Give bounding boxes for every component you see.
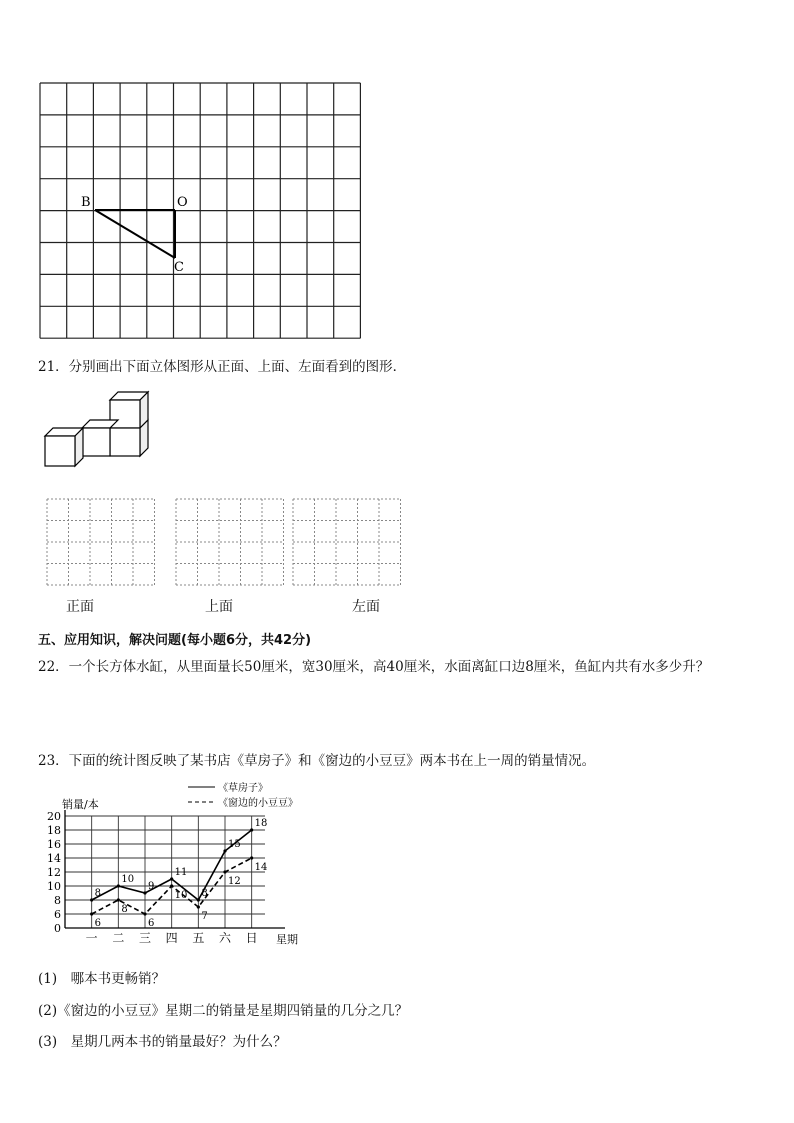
y-tick-label: 16 — [47, 838, 61, 851]
data-point — [223, 849, 226, 852]
data-point — [197, 905, 200, 908]
point-label-b: B — [81, 195, 91, 210]
segment-bc — [95, 210, 175, 258]
y-tick-label: 0 — [54, 922, 61, 935]
x-axis-label: 星期 — [276, 933, 298, 946]
question-23-part-3: (3) 星期几两本书的销量最好？为什么？ — [38, 1034, 287, 1050]
legend-series-1: 《草房子》 — [218, 783, 268, 794]
data-label: 8 — [121, 904, 128, 915]
x-tick-label: 日 — [245, 931, 258, 945]
question-23-part-1: (1) 哪本书更畅销？ — [38, 971, 166, 987]
sales-line-chart — [30, 770, 330, 955]
data-point — [143, 912, 146, 915]
point-label-c: C — [174, 260, 184, 275]
data-point — [170, 877, 173, 880]
data-point — [250, 856, 253, 859]
data-label: 10 — [121, 874, 135, 885]
cube-figure — [40, 388, 160, 473]
y-tick-label: 12 — [47, 866, 61, 879]
data-label: 6 — [148, 918, 155, 929]
x-tick-label: 二 — [112, 931, 125, 945]
left-view-label: 左面 — [352, 599, 380, 615]
x-tick-label: 四 — [165, 931, 178, 945]
y-tick-label: 20 — [47, 810, 61, 823]
y-tick-label: 8 — [54, 894, 61, 907]
data-point — [90, 898, 93, 901]
data-label: 9 — [148, 881, 155, 892]
data-point — [117, 884, 120, 887]
data-point — [117, 898, 120, 901]
data-label: 8 — [94, 888, 102, 899]
data-label: 15 — [228, 839, 241, 850]
data-point — [197, 898, 200, 901]
data-label: 6 — [94, 918, 102, 929]
data-point — [143, 891, 146, 894]
top-view-grid — [176, 499, 284, 585]
data-label: 8 — [201, 888, 208, 899]
top-view-label: 上面 — [205, 599, 233, 615]
data-label: 12 — [228, 876, 241, 887]
data-point — [170, 884, 173, 887]
data-point — [90, 912, 93, 915]
view-grids — [0, 490, 794, 590]
question-22: 22．一个长方体水缸，从里面量长50厘米，宽30厘米，高40厘米，水面离缸口边8厘米，鱼缸内共有水多少升？ — [38, 659, 710, 675]
question-23: 23．下面的统计图反映了某书店《草房子》和《窗边的小豆豆》两本书在上一周的销量情况。 — [38, 753, 596, 769]
front-view-grid — [47, 499, 155, 585]
data-label: 7 — [201, 911, 208, 922]
data-label: 14 — [254, 862, 268, 873]
x-tick-label: 六 — [218, 931, 232, 945]
y-axis-label: 销量/本 — [62, 798, 99, 811]
y-tick-label: 18 — [47, 824, 61, 837]
y-tick-label: 14 — [47, 852, 61, 865]
data-label: 10 — [174, 890, 188, 901]
data-point — [223, 870, 226, 873]
question-23-part-2: (2)《窗边的小豆豆》星期二的销量是星期四销量的几分之几？ — [38, 1003, 409, 1019]
y-tick-label: 6 — [54, 908, 61, 921]
x-tick-label: 一 — [85, 931, 98, 945]
y-tick-label: 10 — [47, 880, 61, 893]
grid-figure — [0, 0, 794, 350]
front-view-label: 正面 — [66, 599, 94, 615]
x-tick-label: 五 — [192, 931, 205, 945]
data-label: 11 — [174, 867, 188, 878]
data-point — [250, 828, 253, 831]
legend-series-2: 《窗边的小豆豆》 — [218, 798, 298, 809]
question-21: 21．分别画出下面立体图形从正面、上面、左面看到的图形． — [38, 359, 407, 375]
section-5-title: 五、应用知识，解决问题(每小题6分，共42分) — [38, 633, 312, 648]
point-label-o: O — [177, 195, 188, 210]
left-view-grid — [293, 499, 401, 585]
legend — [188, 781, 298, 809]
data-label: 18 — [254, 818, 268, 829]
x-tick-label: 三 — [138, 931, 152, 945]
